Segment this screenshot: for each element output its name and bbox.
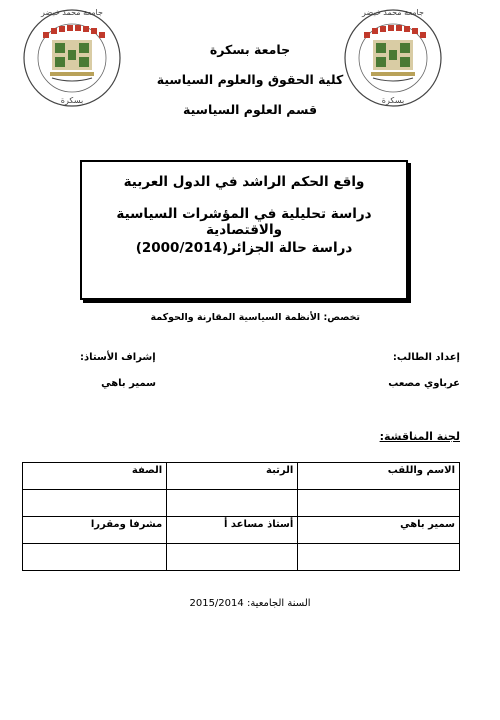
column-header-name: الاسم واللقب (298, 463, 460, 490)
university-seal-right (343, 8, 443, 108)
thesis-title-line1: واقع الحكم الراشد في الدول العربية (123, 174, 365, 190)
table-cell (23, 544, 167, 571)
department-name: قسم العلوم السياسية (182, 102, 317, 117)
table-row (23, 490, 460, 517)
seal-right-city-text: بسكرة (381, 96, 405, 105)
academic-year-value: 2015/2014 (189, 598, 244, 609)
seal-right-top-text: جامعة محمد خيضر (362, 8, 424, 17)
student-name: عرباوي مصعب (388, 378, 460, 389)
column-header-rank: الرتبة (167, 463, 298, 490)
table-cell (298, 490, 460, 517)
faculty-name: كلية الحقوق والعلوم السياسية (156, 72, 344, 87)
thesis-title-line3: دراسة حالة الجزائر(2000/2014) (135, 240, 353, 256)
table-cell (23, 490, 167, 517)
university-name: جامعة بسكرة (209, 42, 291, 57)
university-seal-left (22, 8, 122, 108)
committee-table (22, 462, 460, 571)
table-header-row (23, 463, 460, 490)
table-row (23, 517, 460, 544)
supervisor-label: إشراف الأستاذ: (80, 352, 156, 363)
table-cell (298, 544, 460, 571)
seal-left-top-text: جامعة محمد خيضر (41, 8, 103, 17)
specialization: تخصص: الأنظمة السياسية المقارنة والحوكمة (150, 312, 360, 323)
supervisor-name: سمير باهي (101, 378, 156, 389)
thesis-title-box (80, 160, 408, 300)
table-cell: أستاذ مساعد أ (167, 517, 298, 544)
committee-heading: لجنة المناقشة: (379, 430, 460, 443)
academic-year-label: السنة الجامعية: (246, 598, 311, 609)
table-row (23, 544, 460, 571)
thesis-title-line2: دراسة تحليلية في المؤشرات السياسية والاقتصادية (116, 206, 372, 238)
column-header-role: الصفة (23, 463, 167, 490)
table-cell (167, 490, 298, 517)
student-label: إعداد الطالب: (392, 352, 460, 363)
table-cell (167, 544, 298, 571)
table-cell: مشرفا ومقررا (23, 517, 167, 544)
seal-left-city-text: بسكرة (60, 96, 84, 105)
table-cell: سمير باهي (298, 517, 460, 544)
academic-year (150, 598, 350, 609)
